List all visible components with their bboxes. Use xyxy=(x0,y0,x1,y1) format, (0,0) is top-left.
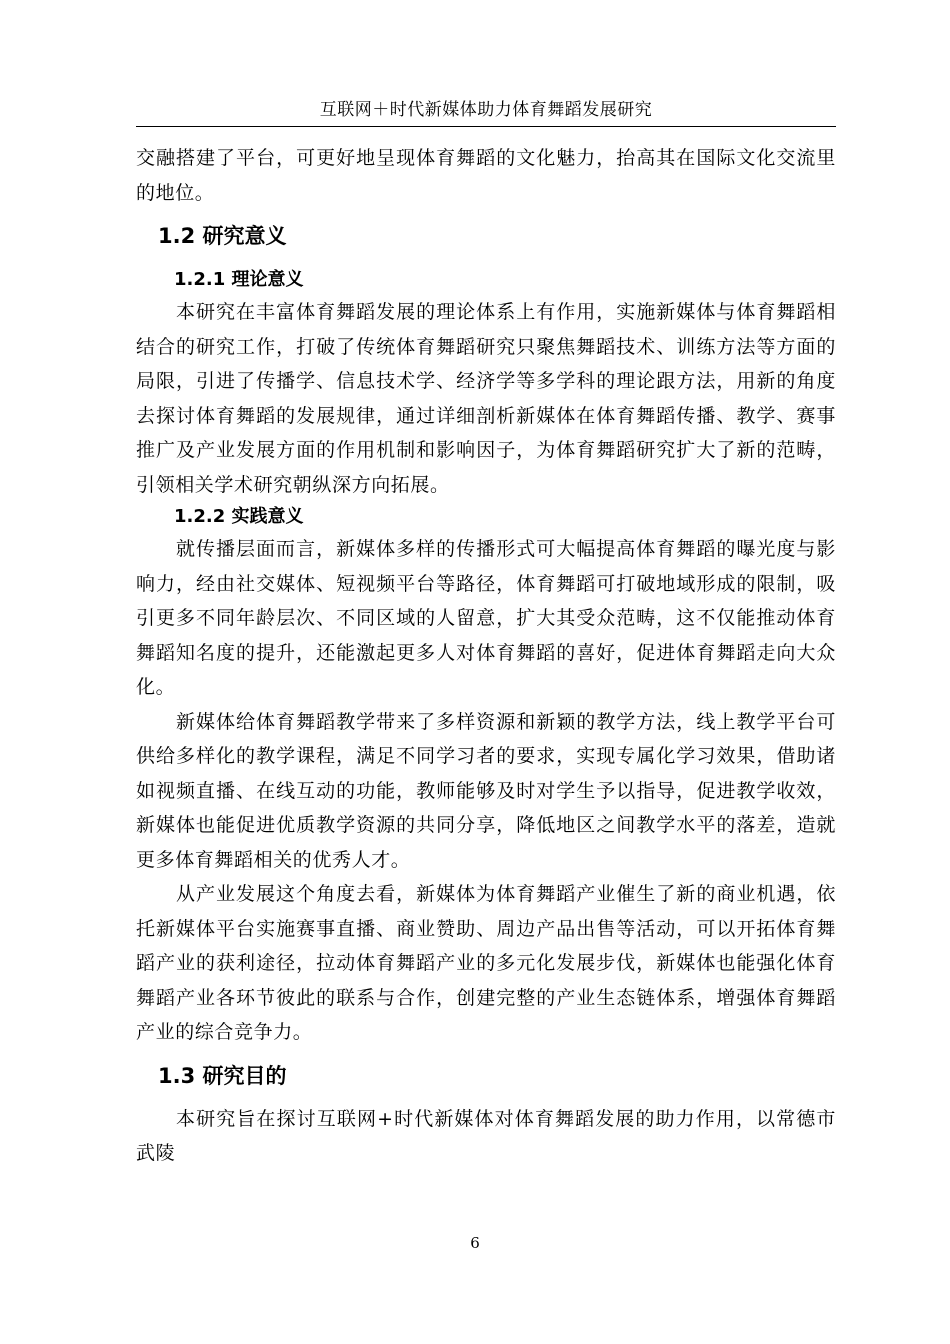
running-header: 互联网＋时代新媒体助力体育舞蹈发展研究 xyxy=(319,100,653,120)
paragraph-practice-3: 从产业发展这个角度去看，新媒体为体育舞蹈产业催生了新的商业机遇，依托新媒体平台实施赛事直播、商业赞助、周边产品出售等活动，可以开拓体育舞蹈产业的获利途径，拉动体育舞蹈产业的多元化发展步伐，新媒体也能强化体育舞蹈产业各环节彼此的联系与合作，创建完整的产业生态链体系，增强体育舞蹈产业的综合竞争力。 xyxy=(136,883,836,1043)
header-rule xyxy=(136,126,836,127)
paragraph-theory: 本研究在丰富体育舞蹈发展的理论体系上有作用，实施新媒体与体育舞蹈相结合的研究工作，打破了传统体育舞蹈研究只聚焦舞蹈技术、训练方法等方面的局限，引进了传播学、信息技术学、经济学等多学科的理论跟方法，用新的角度去探讨体育舞蹈的发展规律，通过详细剖析新媒体在体育舞蹈传播、教学、赛事推广及产业发展方面的作用机制和影响因子，为体育舞蹈研究扩大了新的范畴，引领相关学术研究朝纵深方向拓展。 xyxy=(136,301,836,496)
heading-1-3: 1.3 研究目的 xyxy=(158,1063,287,1088)
heading-1-2-1: 1.2.1 理论意义 xyxy=(174,269,304,290)
paragraph-purpose: 本研究旨在探讨互联网+时代新媒体对体育舞蹈发展的助力作用，以常德市武陵 xyxy=(136,1107,836,1164)
paragraph-continued: 交融搭建了平台，可更好地呈现体育舞蹈的文化魅力，抬高其在国际文化交流里的地位。 xyxy=(136,147,836,204)
paragraph-practice-1: 就传播层面而言，新媒体多样的传播形式可大幅提高体育舞蹈的曝光度与影响力，经由社交媒体、短视频平台等路径，体育舞蹈可打破地域形成的限制，吸引更多不同年龄层次、不同区域的人留意，扩大其受众范畴，这不仅能推动体育舞蹈知名度的提升，还能激起更多人对体育舞蹈的喜好，促进体育舞蹈走向大众化。 xyxy=(136,538,836,698)
page-body xyxy=(136,141,836,1171)
heading-1-2: 1.2 研究意义 xyxy=(158,224,287,248)
heading-1-2-2: 1.2.2 实践意义 xyxy=(174,506,304,527)
page-number: 6 xyxy=(470,1234,480,1252)
paragraph-practice-2: 新媒体给体育舞蹈教学带来了多样资源和新颖的教学方法，线上教学平台可供给多样化的教学课程，满足不同学习者的要求，实现专属化学习效果，借助诸如视频直播、在线互动的功能，教师能够及时对学生予以指导，促进教学收效，新媒体也能促进优质教学资源的共同分享，降低地区之间教学水平的落差，造就更多体育舞蹈相关的优秀人才。 xyxy=(136,710,836,871)
